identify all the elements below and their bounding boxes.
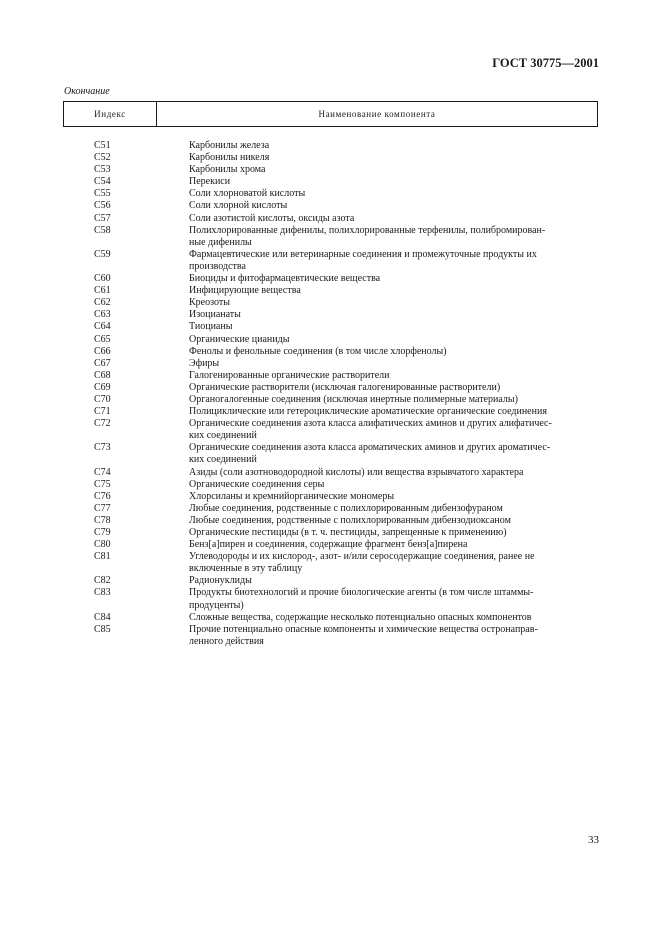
component-name-line: Органические соединения азота класса алифатических аминов и других алифатичес- xyxy=(189,418,552,430)
table-row xyxy=(0,394,661,406)
row-index-code: C76 xyxy=(94,490,111,502)
row-index-code: C62 xyxy=(94,297,111,309)
row-index-code: C77 xyxy=(94,502,111,514)
component-name-line: Прочие потенциально опасные компоненты и химические вещества остронаправ- xyxy=(189,623,538,635)
component-name-line: Галогенированные органические растворители xyxy=(189,369,390,381)
component-name-line: включенные в эту таблицу xyxy=(189,563,303,575)
row-component-name xyxy=(189,418,600,442)
table-row xyxy=(0,527,661,539)
component-name-line: Фенолы и фенольные соединения (в том числе хлорфенолы) xyxy=(189,345,447,357)
document-code: ГОСТ 30775—2001 xyxy=(492,56,599,70)
table-header xyxy=(63,101,598,127)
row-index-code: C56 xyxy=(94,200,111,212)
table-row xyxy=(0,309,661,321)
table-row xyxy=(0,382,661,394)
row-component-name xyxy=(189,515,600,527)
component-name-line: Изоцианаты xyxy=(189,309,241,321)
page-number: 33 xyxy=(588,834,599,846)
component-name-line: Эфиры xyxy=(189,357,220,369)
row-component-name xyxy=(189,442,600,466)
row-index-code: C78 xyxy=(94,514,111,526)
table-row xyxy=(0,587,661,611)
row-index-code: C84 xyxy=(94,611,111,623)
row-component-name xyxy=(189,551,600,575)
row-component-name xyxy=(189,527,600,539)
table-row xyxy=(0,358,661,370)
row-component-name xyxy=(189,297,600,309)
component-name-line: Фармацевтические или ветеринарные соединения и промежуточные продукты их xyxy=(189,248,537,260)
row-component-name xyxy=(189,575,600,587)
row-index-code: C69 xyxy=(94,381,111,393)
row-component-name xyxy=(189,358,600,370)
row-index-code: C63 xyxy=(94,309,111,321)
table-row xyxy=(0,297,661,309)
component-name-line: Биоциды и фитофармацевтические вещества xyxy=(189,273,381,285)
row-component-name xyxy=(189,624,600,648)
component-name-line: ные дифенилы xyxy=(189,236,252,248)
continuation-label: Окончание xyxy=(64,86,110,97)
component-name-line: Карбонилы никеля xyxy=(189,152,270,164)
row-index-code: C82 xyxy=(94,575,111,587)
component-name-line: Азиды (соли азотноводородной кислоты) или вещества взрывчатого характера xyxy=(189,466,524,478)
row-component-name xyxy=(189,334,600,346)
row-component-name xyxy=(189,503,600,515)
row-index-code: C60 xyxy=(94,273,111,285)
row-component-name xyxy=(189,249,600,273)
row-index-code: C70 xyxy=(94,393,111,405)
row-index-code: C68 xyxy=(94,369,111,381)
table-row xyxy=(0,442,661,466)
row-component-name xyxy=(189,309,600,321)
row-index-code: C53 xyxy=(94,164,111,176)
row-component-name xyxy=(189,152,600,164)
component-name-line: Полихлорированные дифенилы, полихлорированные терфенилы, полибромирован- xyxy=(189,224,546,236)
row-index-code: C67 xyxy=(94,357,111,369)
row-component-name xyxy=(189,612,600,624)
table-row xyxy=(0,491,661,503)
table-row xyxy=(0,152,661,164)
row-index-code: C65 xyxy=(94,333,111,345)
component-name-line: Креозоты xyxy=(189,297,230,309)
component-name-line: Органические растворители (исключая галогенированные растворители) xyxy=(189,381,501,393)
table-row xyxy=(0,624,661,648)
row-component-name xyxy=(189,273,600,285)
row-component-name xyxy=(189,285,600,297)
table-row xyxy=(0,321,661,333)
row-component-name xyxy=(189,188,600,200)
component-name-line: Сложные вещества, содержащие несколько потенциально опасных компонентов xyxy=(189,611,532,623)
component-name-line: Органические соединения серы xyxy=(189,478,325,490)
component-name-line: Органические соединения азота класса ароматических аминов и других ароматичес- xyxy=(189,442,551,454)
table-row xyxy=(0,575,661,587)
row-index-code: C79 xyxy=(94,527,111,538)
row-index-code: C80 xyxy=(94,539,111,551)
row-component-name xyxy=(189,321,600,333)
table-row xyxy=(0,273,661,285)
component-name-line: Карбонилы хрома xyxy=(189,164,266,176)
row-component-name xyxy=(189,370,600,382)
table-row xyxy=(0,164,661,176)
table-row xyxy=(0,551,661,575)
row-component-name xyxy=(189,539,600,551)
table-row xyxy=(0,200,661,212)
component-name-line: Полициклические или гетероциклические ароматические органические соединения xyxy=(189,406,547,418)
component-name-line: продуценты) xyxy=(189,599,244,611)
row-index-code: C52 xyxy=(94,152,111,164)
table-body xyxy=(0,140,661,648)
component-name-line: Соли хлорноватой кислоты xyxy=(189,188,306,200)
component-name-line: Хлорсиланы и кремнийорганические мономеры xyxy=(189,490,395,502)
component-name-line: Бенз[а]пирен и соединения, содержащие фрагмент бенз[а]пирена xyxy=(189,539,468,551)
row-component-name xyxy=(189,176,600,188)
table-row xyxy=(0,406,661,418)
row-component-name xyxy=(189,491,600,503)
row-index-code: C64 xyxy=(94,321,111,333)
row-index-code: C75 xyxy=(94,478,111,490)
row-component-name xyxy=(189,382,600,394)
column-header-index: Индекс xyxy=(64,102,157,126)
table-row xyxy=(0,467,661,479)
row-index-code: C61 xyxy=(94,285,111,297)
component-name-line: Соли азотистой кислоты, оксиды азота xyxy=(189,212,355,224)
row-component-name xyxy=(189,346,600,358)
row-component-name xyxy=(189,406,600,418)
component-name-line: Радионуклиды xyxy=(189,575,252,587)
column-header-name: Наименование компонента xyxy=(318,109,436,119)
row-index-code: C71 xyxy=(94,406,111,418)
table-row xyxy=(0,346,661,358)
row-index-code: C55 xyxy=(94,188,111,200)
table-row xyxy=(0,213,661,225)
row-index-code: C54 xyxy=(94,176,111,188)
row-index-code: C73 xyxy=(94,442,111,454)
row-index-code: C85 xyxy=(94,623,111,635)
row-index-code: C72 xyxy=(94,418,111,430)
component-name-line: Любые соединения, родственные с полихлорированным дибензофураном xyxy=(189,502,503,514)
component-name-line: ких соединений xyxy=(189,454,257,466)
component-name-line: Органогалогенные соединения (исключая инертные полимерные материалы) xyxy=(189,393,518,405)
component-name-line: Продукты биотехнологий и прочие биологические агенты (в том числе штаммы- xyxy=(189,587,534,599)
component-name-line: Органические цианиды xyxy=(189,333,290,345)
table-row xyxy=(0,612,661,624)
table-row xyxy=(0,140,661,152)
row-index-code: C74 xyxy=(94,466,111,478)
component-name-line: Тиоцианы xyxy=(189,321,233,333)
row-component-name xyxy=(189,164,600,176)
component-name-line: ких соединений xyxy=(189,430,257,442)
table-row xyxy=(0,515,661,527)
table-row xyxy=(0,176,661,188)
component-name-line: производства xyxy=(189,260,246,272)
row-component-name xyxy=(189,587,600,611)
table-row xyxy=(0,249,661,273)
row-component-name xyxy=(189,200,600,212)
table-row xyxy=(0,539,661,551)
component-name-line: Любые соединения, родственные с полихлорированным дибензодиоксаном xyxy=(189,514,511,526)
row-component-name xyxy=(189,213,600,225)
table-row xyxy=(0,188,661,200)
table-row xyxy=(0,370,661,382)
row-index-code: C51 xyxy=(94,140,111,151)
table-row xyxy=(0,418,661,442)
component-name-line: Углеводороды и их кислород-, азот- и/или серосодержащие соединения, ранее не xyxy=(189,551,535,563)
row-index-code: C83 xyxy=(94,587,111,599)
table-row xyxy=(0,225,661,249)
component-name-line: Соли хлорной кислоты xyxy=(189,200,288,212)
component-name-line: Перекиси xyxy=(189,176,231,188)
row-component-name xyxy=(189,394,600,406)
row-index-code: C66 xyxy=(94,345,111,357)
row-index-code: C57 xyxy=(94,212,111,224)
row-index-code: C58 xyxy=(94,224,111,236)
row-component-name xyxy=(189,467,600,479)
component-name-line: Инфицирующие вещества xyxy=(189,285,301,297)
table-row xyxy=(0,334,661,346)
component-name-line: ленного действия xyxy=(189,635,264,647)
table-row xyxy=(0,503,661,515)
component-name-line: Карбонилы железа xyxy=(189,140,270,151)
component-name-line: Органические пестициды (в т. ч. пестициды, запрещенные к применению) xyxy=(189,527,507,538)
table-row xyxy=(0,285,661,297)
row-component-name xyxy=(189,479,600,491)
row-component-name xyxy=(189,225,600,249)
row-component-name xyxy=(189,140,600,152)
row-index-code: C59 xyxy=(94,248,111,260)
row-index-code: C81 xyxy=(94,551,111,563)
table-row xyxy=(0,479,661,491)
